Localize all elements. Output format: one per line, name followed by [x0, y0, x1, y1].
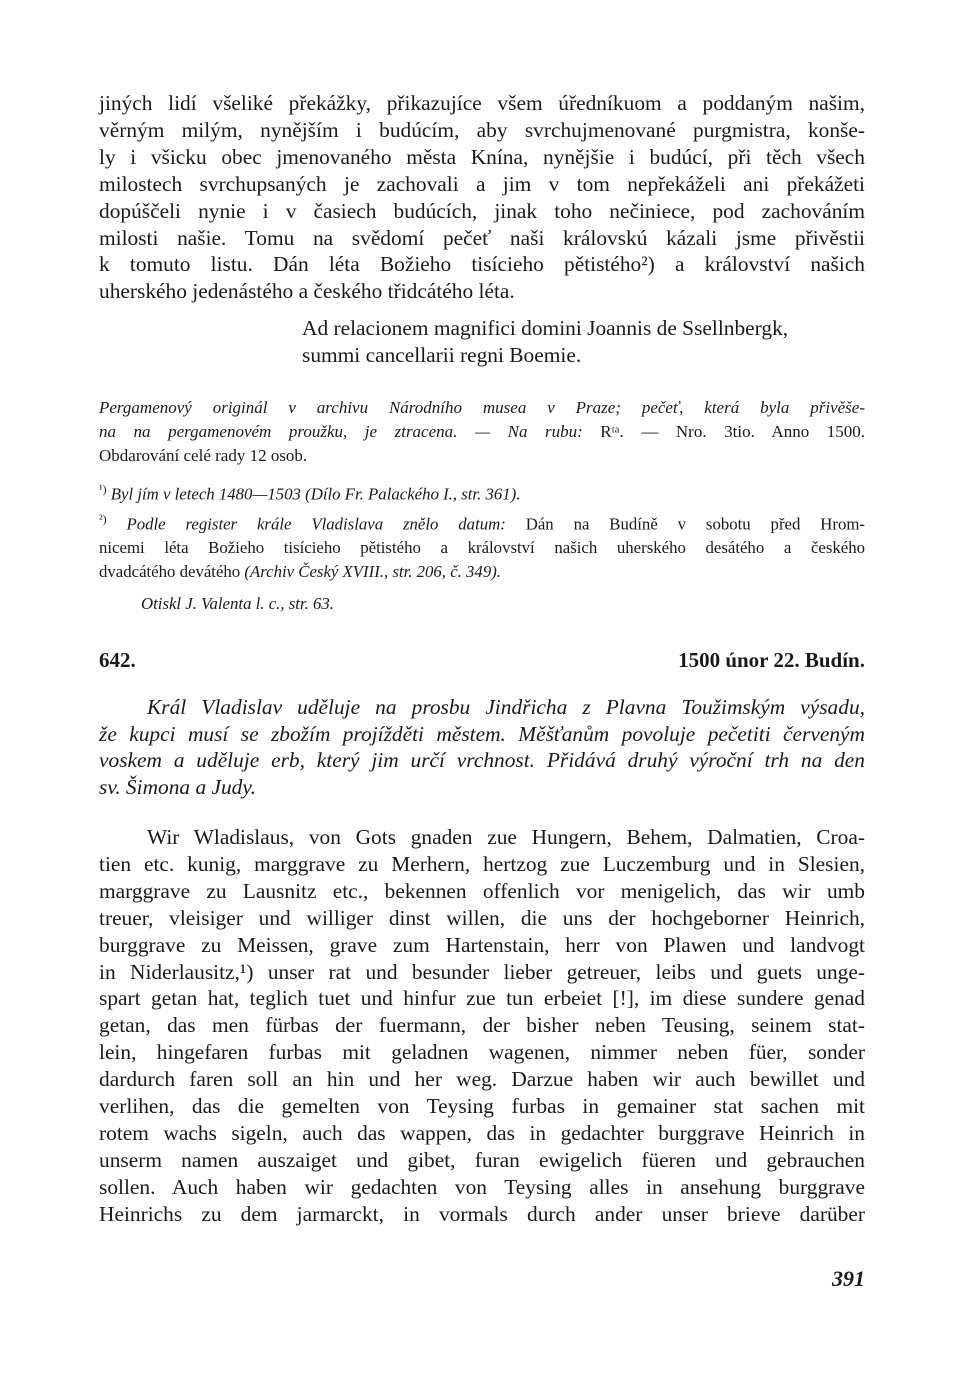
text-line: ly i všicku obec jmenovaného města Knína, nynějšie i budúcí, při těch všech: [99, 144, 865, 169]
body-line: getan, das men fürbas der fuermann, der bisher neben Teusing, seinem stat-: [99, 1013, 865, 1038]
body-line: Wir Wladislaus, von Gots gnaden zue Hungern, Behem, Dalmatien, Croa-: [147, 825, 865, 849]
text-line: dopúščeli nynie i v časiech budúcích, jinak toho nečiniece, pod zachováním: [99, 198, 865, 223]
text-line: uherského jedenástého a českého třidcátého léta.: [99, 279, 515, 304]
text-line: věrným milým, nynějším i budúcím, aby svrchujmenované purgmistra, konše-: [99, 117, 865, 142]
signature-line: summi cancellarii regni Boemie.: [302, 342, 582, 367]
body-line: unserm namen auszaiget und gibet, furan ewigelich füeren und gebrauchen: [99, 1147, 865, 1172]
footnote-text: Byl jím v letech 1480—1503 (Dílo Fr. Palackého I., str. 361).: [106, 484, 521, 504]
footnote-italic: Podle register krále Vladislava znělo datum:: [106, 514, 506, 534]
footnote-text: Dán na Budíně v sobotu před Hrom-: [505, 514, 865, 534]
body-line: marggrave zu Lausnitz etc., bekennen offenlich vor menigelich, das wir umb: [99, 878, 865, 903]
text-line: jiných lidí všeliké překážky, přikazujíce všem úředníkuom a poddaným našim,: [99, 91, 865, 115]
body-line: burggrave zu Meissen, grave zum Hartenstain, herr von Plawen und landvogt: [99, 932, 865, 957]
document-abstract: [99, 694, 865, 801]
footnote-text: dvadcátého devátého: [99, 562, 245, 582]
source-note-italic: na na pergamenovém proužku, je ztracena. — Na rubu:: [99, 422, 583, 441]
source-note-text: Rᵗᵃ. — Nro. 3tio. Anno 1500.: [582, 422, 865, 441]
text-line: milosti našie. Tomu na svědomí pečeť naši královskú kázali jsme přivěstii: [99, 225, 865, 250]
footnote-line: nicemi léta Božieho tisícieho pětistého a království našich uherského desátého a českého: [99, 538, 865, 558]
body-line: tien etc. kunig, marggrave zu Merhern, hertzog zue Luczemburg und in Slesien,: [99, 851, 865, 876]
source-note: [99, 396, 865, 468]
source-note-line: Obdarování celé rady 12 osob.: [99, 446, 308, 465]
body-line: in Niderlausitz,¹) unser rat und besunder lieber getreuer, leibs und guets unge-: [99, 959, 865, 984]
abstract-line: Král Vladislav uděluje na prosbu Jindřicha z Plavna Toužimským výsadu,: [147, 695, 865, 719]
abstract-line: voskem a uděluje erb, který jim určí vrchnost. Přidává druhý výroční trh na den: [99, 748, 865, 773]
footnote-2: [99, 507, 865, 537]
abstract-line: že kupci musí se zbožím projížděti městem. Měšťanům povoluje pečetiti červeným: [99, 721, 865, 746]
body-line: Heinrichs zu dem jarmarckt, in vormals durch ander unser brieve darüber: [99, 1201, 865, 1226]
print-note: Otiskl J. Valenta l. c., str. 63.: [141, 594, 334, 614]
page-number: 391: [832, 1266, 865, 1291]
document-body: [99, 824, 865, 1228]
footnote-1: [99, 477, 865, 507]
text-line: milostech svrchupsaných je zachovali a jim v tom nepřekáželi ani překážeti: [99, 171, 865, 196]
body-line: lein, hingefaren furbas mit geladnen wagenen, nimmer neben füer, sonder: [99, 1040, 865, 1065]
main-text-block: [99, 90, 865, 305]
body-line: verlihen, das die gemelten von Teysing furbas in gemainer stat sachen mit: [99, 1094, 865, 1119]
source-note-line: Pergamenový originál v archivu Národního musea v Praze; pečeť, která byla přivěše-: [99, 398, 865, 417]
footnote-marker: ²): [99, 511, 107, 526]
document-date-place: 1500 únor 22. Budín.: [678, 648, 865, 672]
abstract-line: sv. Šimona a Judy.: [99, 775, 257, 800]
chancery-signature: [302, 315, 872, 369]
footnote-italic: (Archiv Český XVIII., str. 206, č. 349).: [244, 562, 501, 582]
body-line: rotem wachs sigeln, auch das wappen, das in gedachter burggrave Heinrich in: [99, 1120, 865, 1145]
body-line: dardurch faren soll an hin und her weg. Darzue haben wir auch bewillet und: [99, 1067, 865, 1092]
body-line: spart getan hat, teglich tuet und hinfur zue tun erbeiet [!], im diese sundere genad: [99, 986, 865, 1011]
document-number: 642.: [99, 648, 136, 672]
footnote-line: [99, 560, 865, 584]
footnotes: [99, 477, 865, 616]
body-line: sollen. Auch haben wir gedachten von Teysing alles in ansehung burggrave: [99, 1174, 865, 1199]
source-note-line: [99, 420, 865, 444]
signature-line: Ad relacionem magnifici domini Joannis de Ssellnbergk,: [302, 316, 789, 340]
body-line: treuer, vleisiger und williger dinst willen, die uns der hochgeborner Heinrich,: [99, 905, 865, 930]
text-line: k tomuto listu. Dán léta Božieho tisícieho pětistého²) a království našich: [99, 252, 865, 277]
footnote-marker: ¹): [99, 482, 107, 496]
